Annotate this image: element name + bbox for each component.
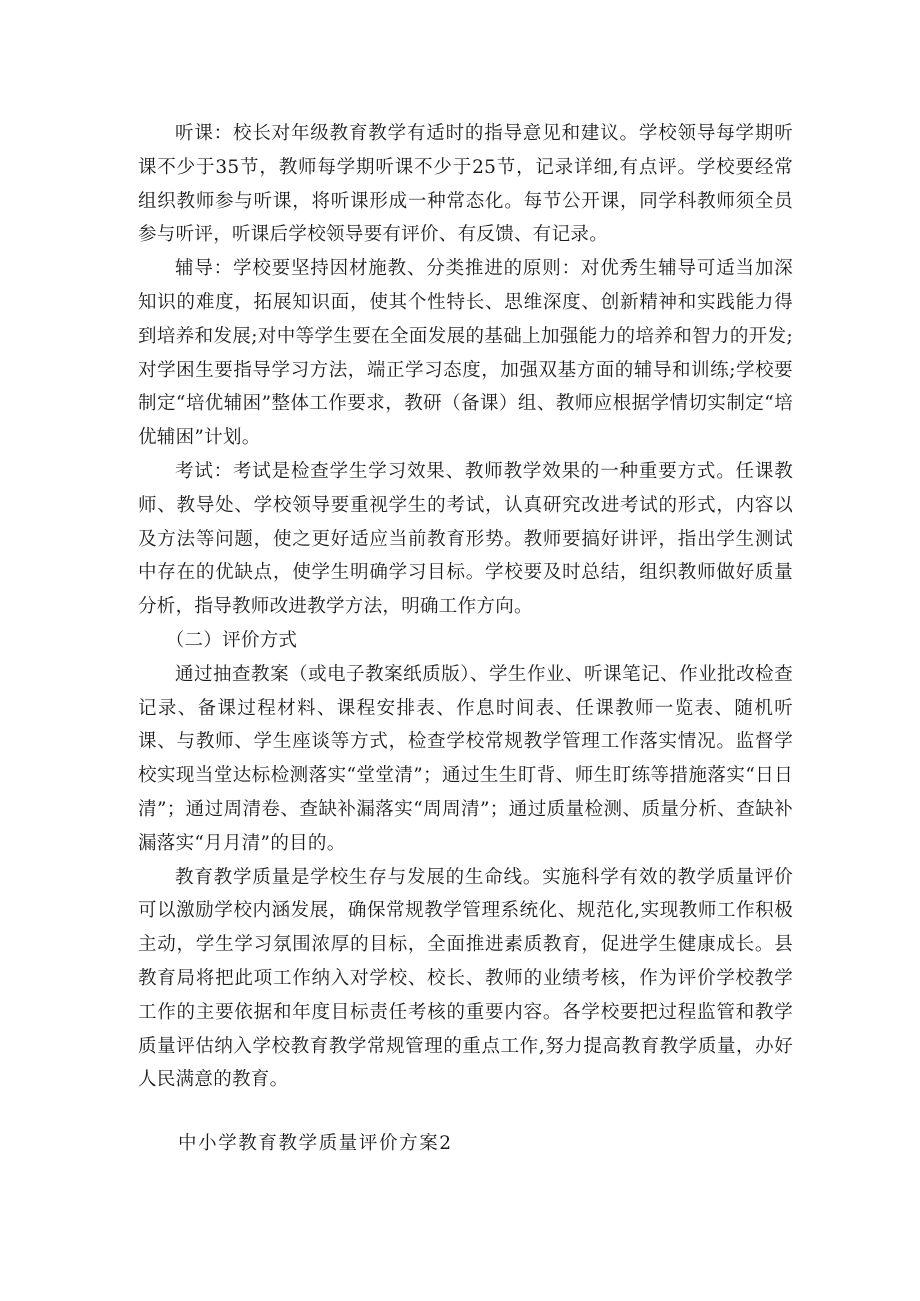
paragraph-evaluation: 通过抽查教案（或电子教案纸质版）、学生作业、听课笔记、作业批改检查记录、备课过程材料、课程安排表、作息时间表、任课教师一览表、随机听课、与教师、学生座谈等方式，检查学校常规教学管理工作落实情况。监督学校实现当堂达标检测落实“堂堂清”；通过生生盯背、师生盯练等措施落实“日日清”；通过周清卷、查缺补漏落实“周周清”；通过质量检测、质量分析、查缺补漏落实“月月清”的目的。 — [138, 663, 793, 854]
paragraph-listening: 听课：校长对年级教育教学有适时的指导意见和建议。学校领导每学期听课不少于35节，教师每学期听课不少于25节，记录详细,有点评。学校要经常组织教师参与听课，将听课形成一种常态化。每节公开课，同学科教师须全员参与听评，听课后学校领导要有评价、有反馈、有记录。 — [138, 123, 793, 246]
document-body — [138, 117, 793, 1097]
next-section-title: 中小学教育教学质量评价方案2 — [178, 1133, 453, 1154]
paragraph-conclusion: 教育教学质量是学校生存与发展的生命线。实施科学有效的教学质量评价可以激励学校内涵发展，确保常规教学管理系统化、规范化,实现教师工作积极主动，学生学习氛围浓厚的目标，全面推进素质教育，促进学生健康成长。县教育局将把此项工作纳入对学校、校长、教师的业绩考核，作为评价学校教学工作的主要依据和年度目标责任考核的重要内容。各学校要把过程监管和教学质量评估纳入学校教育教学常规管理的重点工作,努力提高教育教学质量，办好人民满意的教育。 — [138, 866, 793, 1091]
evaluation-subheading: （二）评价方式 — [165, 629, 298, 651]
paragraph-exam: 考试：考试是检查学生学习效果、教师教学效果的一种重要方式。任课教师、教导处、学校领导要重视学生的考试，认真研究改进考试的形式，内容以及方法等问题，使之更好适应当前教育形势。教师要搞好讲评，指出学生测试中存在的优缺点，使学生明确学习目标。学校要及时总结，组织教师做好质量分析，指导教师改进教学方法，明确工作方向。 — [138, 460, 793, 618]
paragraph-tutoring: 辅导：学校要坚持因材施教、分类推进的原则：对优秀生辅导可适当加深知识的难度，拓展知识面，使其个性特长、思维深度、创新精神和实践能力得到培养和发展;对中等学生要在全面发展的基础上加强能力的培养和智力的开发;对学困生要指导学习方法，端正学习态度，加强双基方面的辅导和训练;学校要制定“培优辅困”整体工作要求，教研（备课）组、教师应根据学情切实制定“培优辅困”计划。 — [138, 258, 793, 449]
